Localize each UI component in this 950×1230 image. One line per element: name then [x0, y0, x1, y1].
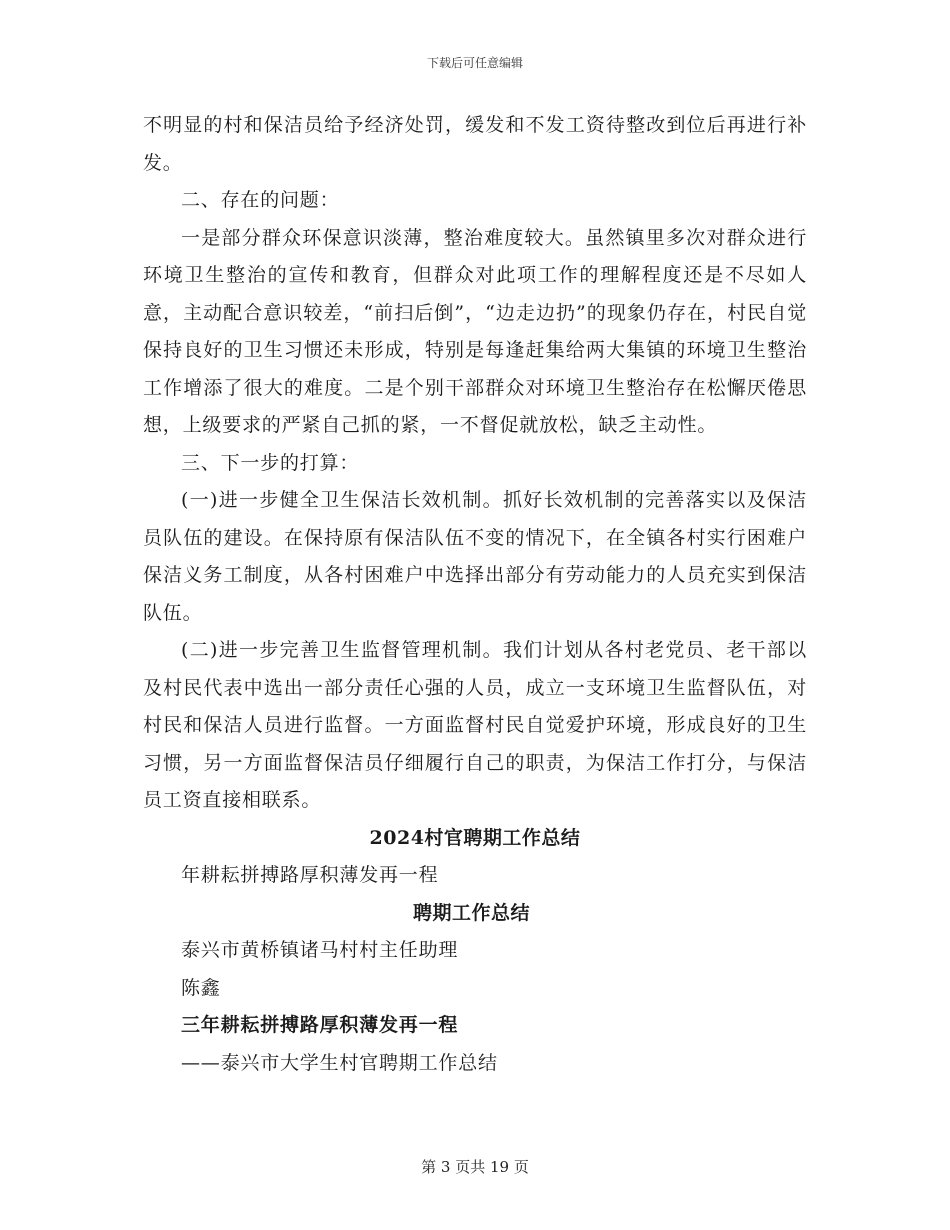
- paragraph-continuation: 不明显的村和保洁员给予经济处罚，缓发和不发工资待整改到位后再进行补发。: [143, 114, 807, 174]
- author-position: 泰兴市黄桥镇诸马村村主任助理: [181, 939, 459, 961]
- section-heading-problems: 二、存在的问题：: [181, 189, 340, 211]
- paragraph-plan-1: (一)进一步健全卫生保洁长效机制。抓好长效机制的完善落实以及保洁员队伍的建设。在保持原有保洁队伍不变的情况下，在全镇各村实行困难户保洁义务工制度，从各村困难户中选择出部分有劳动能力的人员充实到保洁队伍。: [143, 489, 807, 624]
- bold-heading: 三年耕耘拼搏路厚积薄发再一程: [181, 1014, 459, 1036]
- paragraph-plan-2: (二)进一步完善卫生监督管理机制。我们计划从各村老党员、老干部以及村民代表中选出一部分责任心强的人员，成立一支环境卫生监督队伍，对村民和保洁人员进行监督。一方面监督村民自觉爱护环境，形成良好的卫生习惯，另一方面监督保洁员仔细履行自己的职责，为保洁工作打分，与保洁员工资直接相联系。: [143, 639, 807, 811]
- page-header: 下载后可任意编辑: [426, 56, 523, 70]
- section-title: 聘期工作总结: [413, 901, 531, 924]
- dash-subtitle: ——泰兴市大学生村官聘期工作总结: [181, 1051, 498, 1074]
- subtitle-line: 年耕耘拼搏路厚积薄发再一程: [181, 864, 439, 886]
- author-name: 陈鑫: [181, 976, 221, 999]
- paragraph-problems: 一是部分群众环保意识淡薄，整治难度较大。虽然镇里多次对群众进行环境卫生整治的宣传和教育，但群众对此项工作的理解程度还是不尽如人意，主动配合意识较差，“前扫后倒”，“边走边扔”的现象仍存在，村民自觉保持良好的卫生习惯还未形成，特别是每逢赶集给两大集镇的环境卫生整治工作增添了很大的难度。二是个别干部群众对环境卫生整治存在松懈厌倦思想，上级要求的严紧自己抓的紧，一不督促就放松，缺乏主动性。: [143, 226, 807, 436]
- section-heading-plans: 三、下一步的打算：: [181, 451, 360, 474]
- document-body: [143, 107, 807, 1082]
- page-footer: 第 3 页共 19 页: [421, 1158, 529, 1176]
- document-title: 2024村官聘期工作总结: [369, 826, 581, 849]
